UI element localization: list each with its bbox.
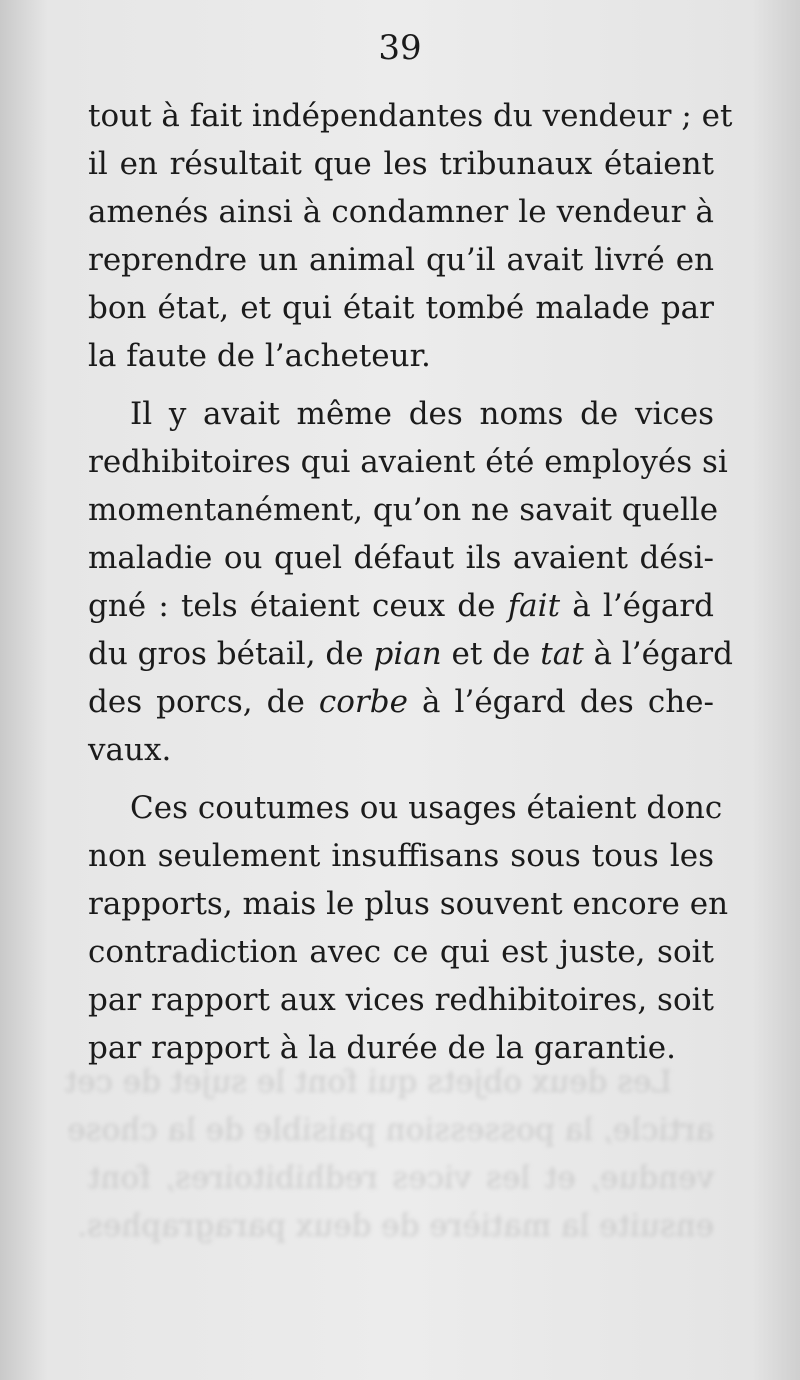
show-through-line: vendue, et les vices redhibitoires, font (88, 1160, 714, 1196)
page-number: 39 (378, 28, 422, 68)
text-line: maladie ou quel défaut ils avaient dési- (88, 540, 714, 576)
text-line: la faute de l’acheteur. (88, 338, 431, 374)
show-through-line: Les deux objets qui font le sujet de cet (64, 1064, 672, 1100)
text-line: non seulement insuffisans sous tous les (88, 838, 714, 874)
text-line: rapports, mais le plus souvent encore en (88, 886, 729, 922)
text-line: contradiction avec ce qui est juste, soit (88, 934, 714, 970)
italic-term: tat (540, 636, 584, 672)
italic-term: pian (373, 636, 442, 672)
text-fragment: gné : tels étaient ceux de (88, 588, 496, 624)
text-line: Ces coutumes ou usages étaient donc (130, 790, 723, 826)
text-line: tout à fait indépendantes du vendeur ; et (88, 98, 733, 134)
text-line: bon état, et qui était tombé malade par (88, 290, 714, 326)
show-through-line: ensuite la matière de deux paragraphes. (77, 1208, 714, 1244)
text-fragment: du gros bétail, de (88, 636, 364, 672)
text-line: il en résultait que les tribunaux étaient (88, 146, 714, 182)
show-through-line: article, la possession paisible de la chose (67, 1112, 714, 1148)
text-line-mixed (88, 630, 733, 678)
text-fragment: à l’égard des che- (422, 684, 714, 720)
text-line-mixed (88, 678, 714, 726)
text-fragment: des porcs, de (88, 684, 305, 720)
text-line: vaux. (88, 732, 172, 768)
text-line-mixed (88, 582, 714, 630)
text-line: amenés ainsi à condamner le vendeur à (88, 194, 714, 230)
text-line: par rapport aux vices redhibitoires, soit (88, 982, 714, 1018)
italic-term: fait (507, 588, 561, 624)
text-line: redhibitoires qui avaient été employés si (88, 444, 728, 480)
text-line: momentanément, qu’on ne savait quelle (88, 492, 719, 528)
show-through-text (64, 1058, 714, 1250)
italic-term: corbe (318, 684, 408, 720)
text-fragment: à l’égard (572, 588, 715, 624)
body-text (88, 92, 733, 1072)
text-fragment: à l’égard (593, 636, 733, 672)
text-fragment: et de (451, 636, 531, 672)
text-line: reprendre un animal qu’il avait livré en (88, 242, 714, 278)
text-line: Il y avait même des noms de vices (130, 396, 714, 432)
text-line: par rapport à la durée de la garantie. (88, 1030, 677, 1066)
